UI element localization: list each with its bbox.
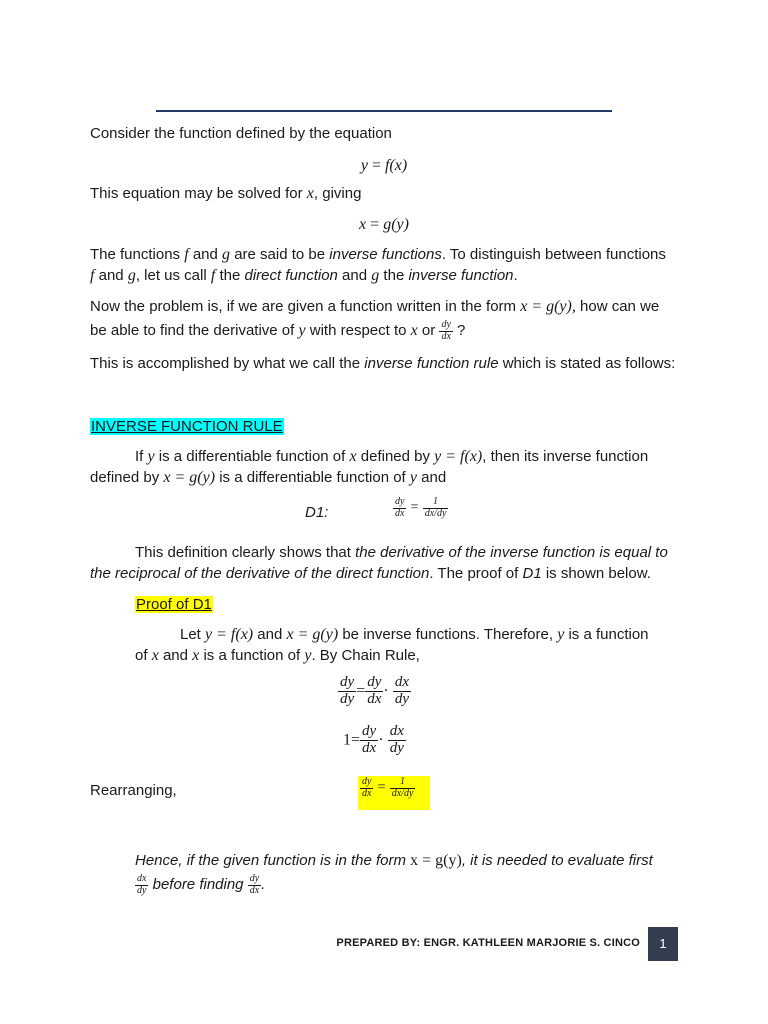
paragraph-inverse-line1: The functions f and g are said to be inverse functions. To distinguish between functions xyxy=(90,246,666,263)
equation-x-equals-g-y: x = g(y) xyxy=(359,216,409,233)
header-rule xyxy=(156,110,612,112)
paragraph-proof-line1: Let y = f(x) and x = g(y) be inverse functions. Therefore, y is a function xyxy=(180,626,649,643)
paragraph-definition-line1: This definition clearly shows that the derivative of the inverse function is equal to xyxy=(135,544,668,561)
paragraph-inverse-line2: f and g, let us call f the direct function and g the inverse function. xyxy=(90,267,518,284)
rearranging-label: Rearranging, xyxy=(90,782,177,799)
equation-y-equals-f-x: y = f(x) xyxy=(360,157,408,174)
paragraph-rule-line1: If y is a differentiable function of x defined by y = f(x), then its inverse function xyxy=(135,448,649,465)
paragraph-proof-line2: of x and x is a function of y. By Chain Rule, xyxy=(135,647,420,664)
prepared-by-footer: PREPARED BY: ENGR. KATHLEEN MARJORIE S. CINCO xyxy=(336,937,640,949)
section-heading: INVERSE FUNCTION RULE xyxy=(91,418,283,435)
paragraph-accomplished: This is accomplished by what we call the inverse function rule which is stated as follows: xyxy=(90,355,676,372)
conclusion-line1: Hence, if the given function is in the form x = g(y), it is needed to evaluate first xyxy=(135,852,653,869)
paragraph-problem-line1: Now the problem is, if we are given a function written in the form x = g(y), how can we xyxy=(90,298,660,315)
chain-rule-equation: $\frac{dy}{dy}$ = $\frac{dy}{dx}$ · $\frac{dx}{dy}$ xyxy=(340,674,410,707)
d1-formula: $\frac{dy}{dx}$ = $\frac{1}{dx/dy}$ xyxy=(395,496,447,519)
d1-label: D1: xyxy=(305,504,329,521)
chain-rule-simplified: 1= $\frac{dy}{dx}$ · $\frac{dx}{dy}$ xyxy=(343,723,404,756)
paragraph-solve: This equation may be solved for x, giving xyxy=(90,185,362,202)
proof-heading: Proof of D1 xyxy=(136,596,212,613)
paragraph-problem-line2: be able to find the derivative of y with respect to x or $\frac{dy}{dx}$ ? xyxy=(90,319,466,342)
conclusion-line2: $\frac{dx}{dy}$ before finding $\frac{dy}{dx}$ . xyxy=(137,873,266,896)
paragraph-rule-line2: defined by x = g(y) is a differentiable function of y and xyxy=(90,469,447,486)
result-formula: $\frac{dy}{dx}$ = $\frac{1}{dx/dy}$ xyxy=(362,776,414,799)
fraction-dy-dx: $\frac{dy}{dx}$ xyxy=(441,319,451,342)
page-number: 1 xyxy=(648,927,678,961)
paragraph-definition-line2: the reciprocal of the derivative of the direct function. The proof of D1 is shown below. xyxy=(90,565,651,582)
intro-text: Consider the function defined by the equation xyxy=(90,125,392,142)
paragraph-intro xyxy=(90,124,392,144)
